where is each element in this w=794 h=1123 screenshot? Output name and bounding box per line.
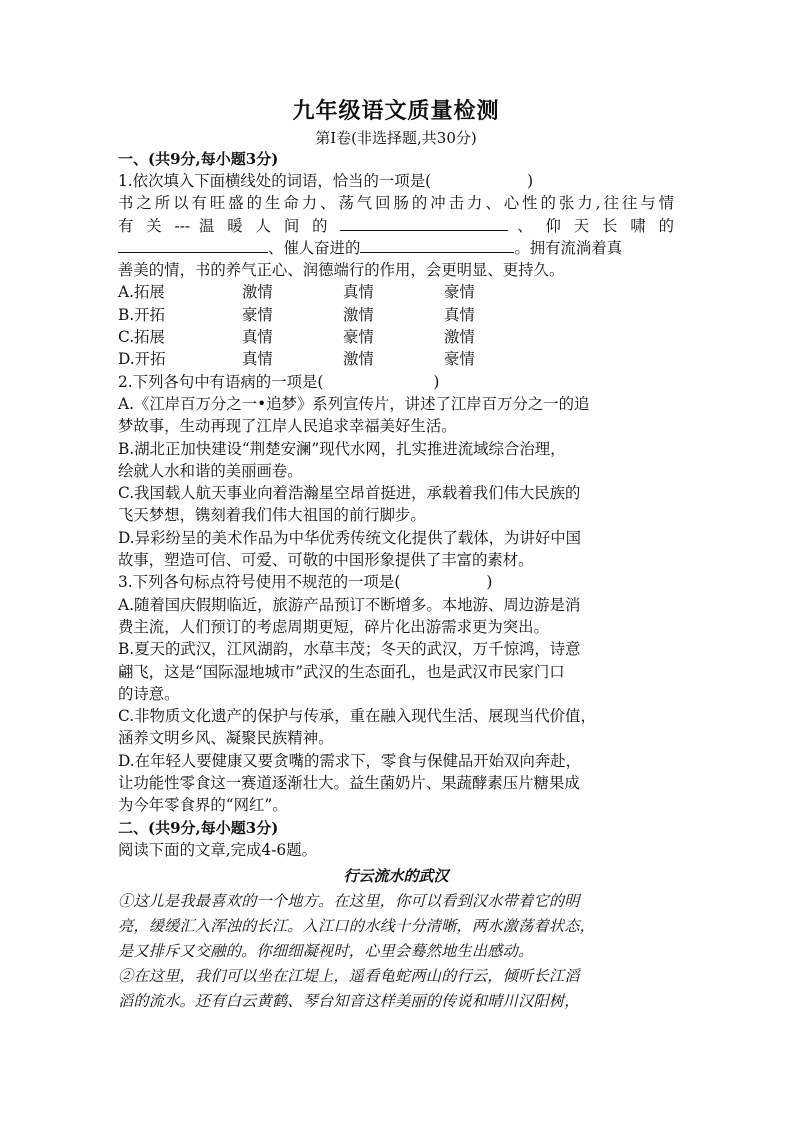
reading-instruction: 阅读下面的文章,完成4-6题。: [118, 840, 317, 859]
q1-option-c[interactable]: C.拓展 真情 豪情 激情: [118, 328, 475, 347]
q3-option-b-line-3: 的诗意。: [118, 684, 180, 703]
q2-option-c-line-2: 飞天梦想，镌刻着我们伟大祖国的前行脚步。: [118, 506, 426, 525]
reading-article: [118, 863, 674, 1014]
q2-option-d-line-1[interactable]: D.异彩纷呈的美术作品为中华优秀传统文化提供了载体，为讲好中国: [118, 528, 582, 547]
q2-option-c-line-1[interactable]: C.我国载人航天事业向着浩瀚星空昂首挺进，承载着我们伟大民族的: [118, 484, 581, 503]
q1-stem: 1.依次填入下面横线处的词语，恰当的一项是( ): [118, 172, 534, 190]
section-2-heading: 二、(共9分,每小题3分): [118, 818, 279, 837]
q1-option-b[interactable]: B.开拓 豪情 激情 真情: [118, 305, 475, 324]
q1-option-a[interactable]: A.拓展 激情 真情 豪情: [118, 283, 475, 302]
q3-option-b-line-1[interactable]: B.夏天的武汉，江风湖韵，水草丰茂；冬天的武汉，万千惊鸿，诗意: [118, 640, 581, 659]
q3-option-d-line-2: 让功能性零食这一赛道逐渐壮大。益生菌奶片、果蔬酵素压片糖果成: [118, 774, 580, 793]
q2-option-b-line-2: 绘就人水和谐的美丽画卷。: [118, 461, 303, 480]
section-1-heading: 一、(共9分,每小题3分): [118, 150, 279, 168]
q3-option-a-line-2: 费主流，人们预订的考虑周期更短，碎片化出游需求更为突出。: [118, 617, 549, 636]
q1-passage-line-4: 善美的情，书的养气正心、润德端行的作用，会更明显、更持久。: [118, 261, 565, 280]
q2-option-a-line-1[interactable]: A.《江岸百万分之一•追梦》系列宣传片，讲述了江岸百万分之一的追: [118, 394, 590, 413]
q1-passage-line-2: 有 关 --- 温 暖 人 间 的 、 仰 天 长 啸 的: [118, 216, 674, 235]
article-paragraph-1-line-2: 亮，缓缓汇入浑浊的长江。入江口的水线十分清晰，两水激荡着状态，: [118, 916, 596, 935]
q3-option-c-line-2: 涵养文明乡风、凝聚民族精神。: [118, 729, 334, 748]
page-title: 九年级语文质量检测: [292, 98, 500, 124]
q2-option-b-line-1[interactable]: B.湖北正加快建设“荆楚安澜”现代水网，扎实推进流域综合治理，: [118, 439, 566, 458]
article-paragraph-2-line-1: ②在这里，我们可以坐在江堤上，遥看龟蛇两山的行云，倾听长江滔: [118, 966, 580, 985]
q1-passage-line-1: 书之所以有旺盛的生命力、荡气回肠的冲击力、心性的张力,往往与情: [118, 194, 674, 213]
q3-option-c-line-1[interactable]: C.非物质文化遗产的保护与传承，重在融入现代生活、展现当代价值，: [118, 707, 596, 726]
article-title: 行云流水的武汉: [343, 866, 449, 885]
article-paragraph-1-line-1: ①这儿是我最喜欢的一个地方。在这里，你可以看到汉水带着它的明: [118, 891, 580, 910]
q1-blank-1[interactable]: [340, 216, 508, 231]
q3-option-b-line-2: 翩飞，这是“国际湿地城市”武汉的生态面孔，也是武汉市民家门口: [118, 662, 565, 681]
q1-blank-3[interactable]: [360, 238, 514, 253]
page-subtitle: 第Ⅰ卷(非选择题,共30分): [315, 129, 477, 147]
q2-option-a-line-2: 梦故事，生动再现了江岸人民追求幸福美好生活。: [118, 417, 457, 436]
q1-passage-line-3: 、催人奋进的 。拥有流淌着真: [118, 237, 674, 259]
q3-option-a-line-1[interactable]: A.随着国庆假期临近，旅游产品预订不断增多。本地游、周边游是消: [118, 595, 581, 614]
q1-option-d[interactable]: D.开拓 真情 激情 豪情: [118, 350, 475, 369]
q3-option-d-line-3: 为今年零食界的“网红”。: [118, 796, 288, 815]
q3-stem: 3.下列各句标点符号使用不规范的一项是( ): [118, 573, 493, 592]
article-paragraph-1-line-3: 是又排斥又交融的。你细细凝视时，心里会蓦然地生出感动。: [118, 941, 534, 960]
q2-option-d-line-2: 故事，塑造可信、可爱、可敬的中国形象提供了丰富的素材。: [118, 551, 534, 570]
q3-option-d-line-1[interactable]: D.在年轻人要健康又要贪嘴的需求下，零食与保健品开始双向奔赴，: [118, 751, 582, 770]
article-paragraph-2-line-2: 滔的流水。还有白云黄鹤、琴台知音这样美丽的传说和晴川汉阳树，: [118, 991, 580, 1010]
q2-stem: 2.下列各句中有语病的一项是( ): [118, 372, 440, 391]
q1-blank-2[interactable]: [118, 238, 268, 253]
exam-page: [118, 96, 674, 1014]
